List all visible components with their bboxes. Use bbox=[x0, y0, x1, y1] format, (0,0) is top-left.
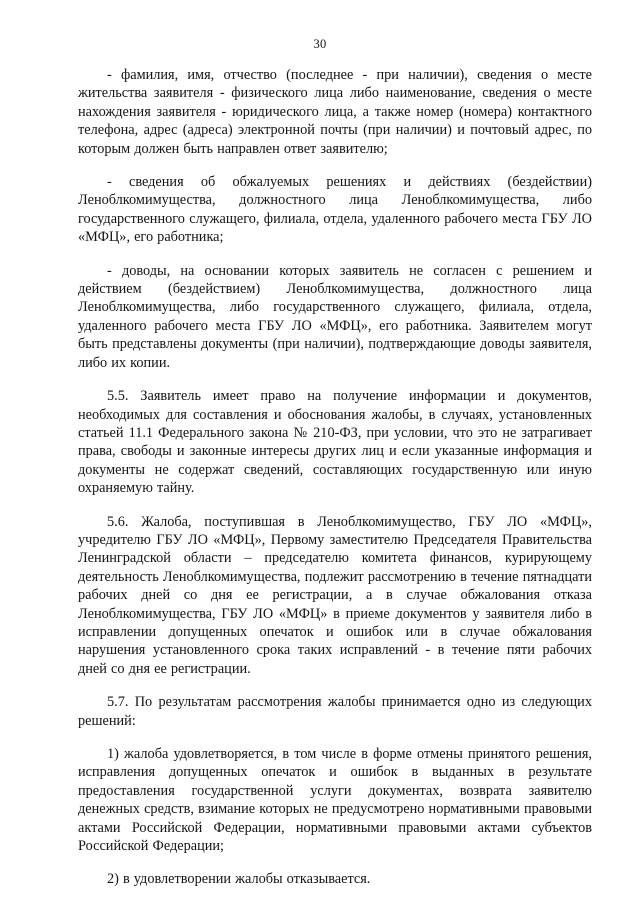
paragraph-5-7: 5.7. По результатам рассмотрения жалобы принимается одно из следующих решений: bbox=[78, 694, 592, 729]
paragraph-appealed-decisions: - сведения об обжалуемых решениях и действиях (бездействии) Леноблкомимущества, должностного лица Леноблкомимущества, либо государственного служащего, филиала, отдела, удаленного рабочего места ГБУ ЛО «МФЦ», его работника; bbox=[78, 174, 592, 246]
paragraph-5-6: 5.6. Жалоба, поступившая в Леноблкомимущество, ГБУ ЛО «МФЦ», учредителю ГБУ ЛО «МФЦ», Первому заместителю Председателя Правительства Ленинградской области – председателю комитета финансов, курирующему деятельность Леноблкомимущества, подлежит рассмотрению в течение пятнадцати рабочих дней со дня ее регистрации, а в случае обжалования отказа Леноблкомимущества, ГБУ ЛО «МФЦ» в приеме документов у заявителя либо в исправлении допущенных опечаток и ошибок или в случае обжалования нарушения установленного срока таких исправлений - в течение пяти рабочих дней со дня ее регистрации. bbox=[78, 513, 592, 677]
paragraph-arguments: - доводы, на основании которых заявитель не согласен с решением и действием (бездействием) Леноблкомимущества, должностного лица Леноблкомимущества, либо государственного служащего, филиала, отдела, удаленного рабочего места ГБУ ЛО «МФЦ», его работника. Заявителем могут быть представлены документы (при наличии), подтверждающие доводы заявителя, либо их копии. bbox=[78, 262, 592, 371]
paragraph-applicant-details: - фамилия, имя, отчество (последнее - при наличии), сведения о месте жительства заявителя - физического лица либо наименование, сведения о месте нахождения заявителя - юридического лица, а также номер (номера) контактного телефона, адрес (адреса) электронной почты (при наличии) и почтовый адрес, по которым должен быть направлен ответ заявителю; bbox=[78, 67, 592, 157]
document-body bbox=[78, 66, 592, 889]
paragraph-decision-1: 1) жалоба удовлетворяется, в том числе в форме отмены принятого решения, исправления допущенных опечаток и ошибок в выданных в результате предоставления государственной услуги документах, возврата заявителю денежных средств, взимание которых не предусмотрено нормативными правовыми актами Российской Федерации, нормативными правовыми актами субъектов Российской Федерации; bbox=[78, 746, 592, 855]
page-number: 30 bbox=[313, 37, 327, 51]
paragraph-5-5: 5.5. Заявитель имеет право на получение информации и документов, необходимых для составления и обоснования жалобы, в случаях, установленных статьей 11.1 Федерального закона № 210-ФЗ, при условии, что это не затрагивает права, свободы и законные интересы других лиц и если указанные информация и документы не содержат сведений, составляющих государственную или иную охраняемую тайну. bbox=[78, 388, 592, 497]
paragraph-decision-2: 2) в удовлетворении жалобы отказывается. bbox=[107, 871, 371, 888]
